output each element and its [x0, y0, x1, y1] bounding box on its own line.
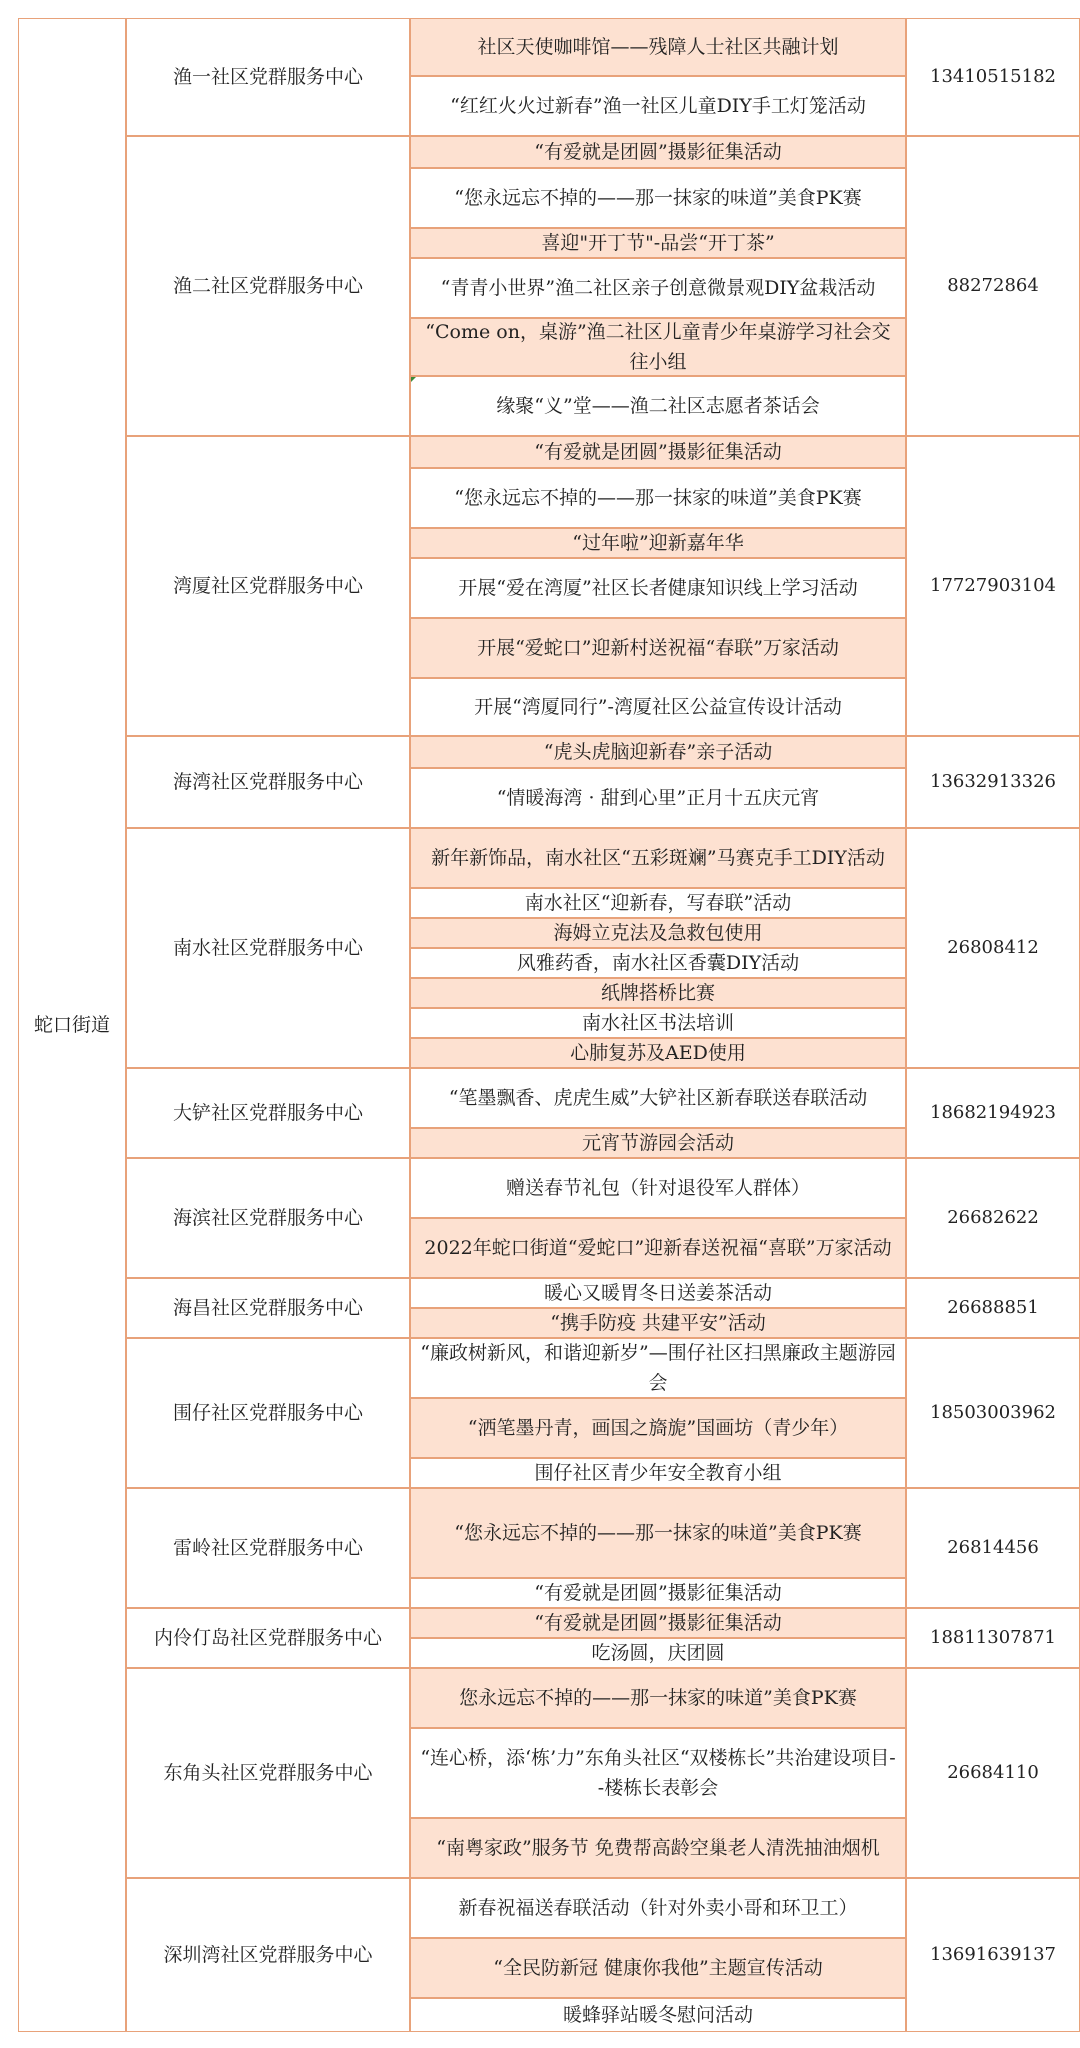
- activity-cell: “携手防疫 共建平安”活动: [410, 1308, 906, 1338]
- activity-cell: “有爱就是团圆”摄影征集活动: [410, 136, 906, 168]
- phone-number-cell: 26808412: [906, 828, 1080, 1068]
- activity-cell: 暖心又暖胃冬日送姜茶活动: [410, 1278, 906, 1308]
- phone-number-cell: 17727903104: [906, 436, 1080, 736]
- community-name-cell: 南水社区党群服务中心: [126, 828, 410, 1068]
- community-name-cell: 围仔社区党群服务中心: [126, 1338, 410, 1488]
- activity-cell: 心肺复苏及AED使用: [410, 1038, 906, 1068]
- activity-cell: “南粤家政”服务节 免费帮高龄空巢老人清洗抽油烟机: [410, 1818, 906, 1878]
- community-name-cell: 渔一社区党群服务中心: [126, 18, 410, 136]
- street-name-cell: 蛇口街道: [18, 18, 126, 2032]
- phone-number-cell: 26688851: [906, 1278, 1080, 1338]
- activity-cell: “有爱就是团圆”摄影征集活动: [410, 1608, 906, 1638]
- activity-cell: “青青小世界”渔二社区亲子创意微景观DIY盆栽活动: [410, 258, 906, 318]
- activity-cell: “Come on，桌游”渔二社区儿童青少年桌游学习社会交往小组: [410, 318, 906, 376]
- community-name-cell: 大铲社区党群服务中心: [126, 1068, 410, 1158]
- activity-cell: “虎头虎脑迎新春”亲子活动: [410, 736, 906, 768]
- activity-cell: 南水社区“迎新春，写春联”活动: [410, 888, 906, 918]
- activity-cell: 新年新饰品，南水社区“五彩斑斓”马赛克手工DIY活动: [410, 828, 906, 888]
- activity-cell: 风雅药香，南水社区香囊DIY活动: [410, 948, 906, 978]
- activity-cell: “红红火火过新春”渔一社区儿童DIY手工灯笼活动: [410, 76, 906, 136]
- activity-cell: 赠送春节礼包（针对退役军人群体）: [410, 1158, 906, 1218]
- activity-cell: “洒笔墨丹青，画国之旖旎”国画坊（青少年）: [410, 1398, 906, 1458]
- community-name-cell: 渔二社区党群服务中心: [126, 136, 410, 436]
- activity-cell: “有爱就是团圆”摄影征集活动: [410, 1578, 906, 1608]
- activity-cell: 开展“湾厦同行”-湾厦社区公益宣传设计活动: [410, 678, 906, 736]
- activity-cell: 社区天使咖啡馆——残障人士社区共融计划: [410, 18, 906, 76]
- activity-cell: 开展“爱蛇口”迎新村送祝福“春联”万家活动: [410, 618, 906, 678]
- phone-number-cell: 26684110: [906, 1668, 1080, 1878]
- activity-cell: 开展“爱在湾厦”社区长者健康知识线上学习活动: [410, 558, 906, 618]
- activity-cell: 吃汤圆，庆团圆: [410, 1638, 906, 1668]
- phone-number-cell: 18503003962: [906, 1338, 1080, 1488]
- activity-cell: 纸牌搭桥比赛: [410, 978, 906, 1008]
- community-name-cell: 海昌社区党群服务中心: [126, 1278, 410, 1338]
- activity-cell: 元宵节游园会活动: [410, 1128, 906, 1158]
- phone-number-cell: 18811307871: [906, 1608, 1080, 1668]
- phone-number-cell: 26682622: [906, 1158, 1080, 1278]
- activity-cell: “您永远忘不掉的——那一抹家的味道”美食PK赛: [410, 168, 906, 228]
- activity-cell: “全民防新冠 健康你我他”主题宣传活动: [410, 1938, 906, 1998]
- community-name-cell: 深圳湾社区党群服务中心: [126, 1878, 410, 2032]
- phone-number-cell: 26814456: [906, 1488, 1080, 1608]
- activity-cell: “连心桥，添‘栋’力”东角头社区“双楼栋长”共治建设项目--楼栋长表彰会: [410, 1728, 906, 1818]
- activity-cell: “有爱就是团圆”摄影征集活动: [410, 436, 906, 468]
- activity-cell: 新春祝福送春联活动（针对外卖小哥和环卫工）: [410, 1878, 906, 1938]
- phone-number-cell: 88272864: [906, 136, 1080, 436]
- activity-cell: 2022年蛇口街道“爱蛇口”迎新春送祝福“喜联”万家活动: [410, 1218, 906, 1278]
- community-name-cell: 东角头社区党群服务中心: [126, 1668, 410, 1878]
- activity-cell: “情暖海湾 · 甜到心里”正月十五庆元宵: [410, 768, 906, 828]
- community-name-cell: 海滨社区党群服务中心: [126, 1158, 410, 1278]
- activity-cell: 南水社区书法培训: [410, 1008, 906, 1038]
- activity-cell: “廉政树新风，和谐迎新岁”—围仔社区扫黑廉政主题游园会: [410, 1338, 906, 1398]
- activity-cell: 海姆立克法及急救包使用: [410, 918, 906, 948]
- phone-number-cell: 13632913326: [906, 736, 1080, 828]
- phone-number-cell: 13691639137: [906, 1878, 1080, 2032]
- community-name-cell: 海湾社区党群服务中心: [126, 736, 410, 828]
- activity-cell: “您永远忘不掉的——那一抹家的味道”美食PK赛: [410, 468, 906, 528]
- activity-cell: 喜迎"开丁节"-品尝“开丁茶”: [410, 228, 906, 258]
- activity-cell: 缘聚“义”堂——渔二社区志愿者茶话会: [410, 376, 906, 436]
- cell-marker-icon: [411, 377, 416, 382]
- community-name-cell: 湾厦社区党群服务中心: [126, 436, 410, 736]
- activity-cell: “笔墨飘香、虎虎生威”大铲社区新春联送春联活动: [410, 1068, 906, 1128]
- activity-cell: “您永远忘不掉的——那一抹家的味道”美食PK赛: [410, 1488, 906, 1578]
- activity-cell: 您永远忘不掉的——那一抹家的味道”美食PK赛: [410, 1668, 906, 1728]
- activity-cell: “过年啦”迎新嘉年华: [410, 528, 906, 558]
- activity-cell: 围仔社区青少年安全教育小组: [410, 1458, 906, 1488]
- community-name-cell: 内伶仃岛社区党群服务中心: [126, 1608, 410, 1668]
- activity-cell: 暖蜂驿站暖冬慰问活动: [410, 1998, 906, 2032]
- activity-table: [18, 18, 1080, 2032]
- phone-number-cell: 13410515182: [906, 18, 1080, 136]
- community-name-cell: 雷岭社区党群服务中心: [126, 1488, 410, 1608]
- phone-number-cell: 18682194923: [906, 1068, 1080, 1158]
